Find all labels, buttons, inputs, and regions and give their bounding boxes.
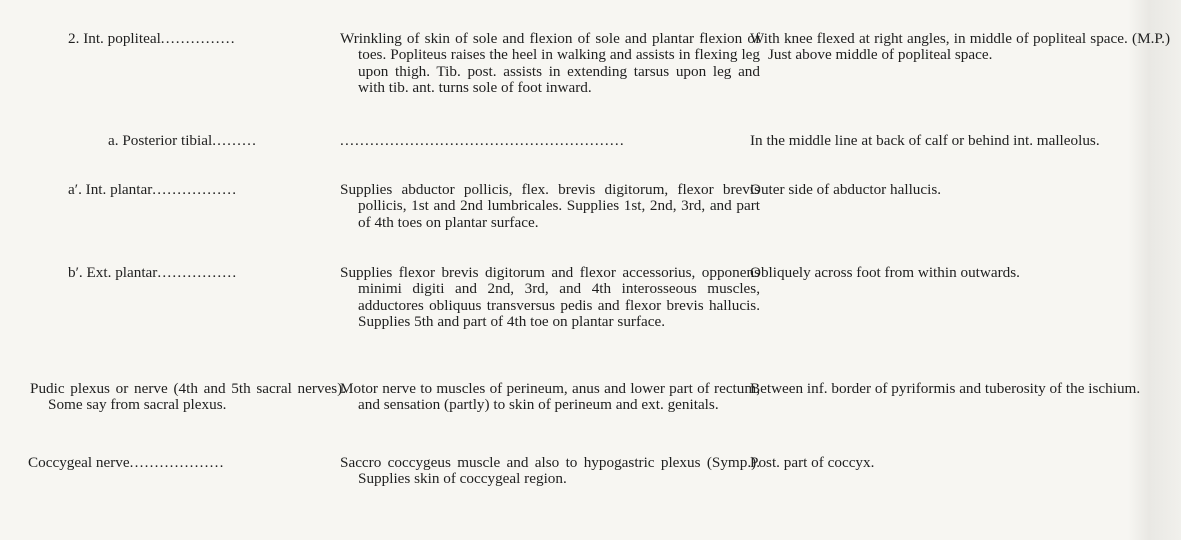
function-cell: Wrinkling of skin of sole and flexion of sole and plantar flexion of toes. Popliteus raises the heel in walking and assists in flexing leg upon thigh. Tib. post. assists in extending tarsus upon leg and with tib. ant. turns sole of foot inward. <box>340 30 760 97</box>
location-cell: Outer side of abductor hallucis. <box>750 181 942 198</box>
function-cell: Motor nerve to muscles of perineum, anus and lower part of rectum, and sensation (partly) to skin of perineum and ext. genitals. <box>340 380 760 414</box>
dot-leader: ................ <box>157 264 238 281</box>
dot-leader: ................... <box>129 454 225 471</box>
nerve-cell <box>28 455 328 471</box>
dot-leader: ......... <box>212 132 258 149</box>
nerve-name: 2. Int. popliteal <box>68 30 161 47</box>
location-cell: In the middle line at back of calf or behind int. malleolus. <box>750 132 1100 149</box>
dot-leader: ................. <box>152 181 238 198</box>
location-cell: Post. part of coccyx. <box>750 454 875 471</box>
nerve-name: Coccygeal nerve <box>28 454 130 471</box>
location-cell: Between inf. border of pyriformis and tuberosity of the ischium. <box>750 380 1141 397</box>
nerve-name: a. Posterior tibial <box>108 132 213 149</box>
location-cell: With knee flexed at right angles, in middle of popliteal space. (M.P.) Just above middle of popliteal space. <box>750 30 1170 64</box>
nerve-cell <box>28 31 368 47</box>
nerve-cell <box>28 182 368 198</box>
nerve-name: b′. Ext. plantar <box>68 264 158 281</box>
function-cell: Saccro coccygeus muscle and also to hypogastric plexus (Symp.). Supplies skin of coccygeal region. <box>340 454 760 488</box>
dot-leader: ............... <box>160 30 236 47</box>
function-cell: Supplies abductor pollicis, flex. brevis digitorum, flexor brevis pollicis, 1st and 2nd lumbricales. Supplies 1st, 2nd, 3rd, and part of 4th toes on plantar surface. <box>340 181 760 231</box>
nerve-cell: Pudic plexus or nerve (4th and 5th sacral nerves). Some say from sacral plexus. <box>30 380 346 414</box>
nerve-cell <box>28 265 368 281</box>
location-cell: Obliquely across foot from within outwards. <box>750 264 1020 281</box>
function-cell: ......................................................... <box>340 133 625 149</box>
nerve-name: a′. Int. plantar <box>68 181 153 198</box>
function-cell: Supplies flexor brevis digitorum and flexor accessorius, opponens minimi digiti and 2nd, 3rd, and 4th interosseous muscles, adductores obliquus transversus pedis and flexor brevis hallucis. Supplies 5th and part of 4th toe on plantar surface. <box>340 264 760 331</box>
